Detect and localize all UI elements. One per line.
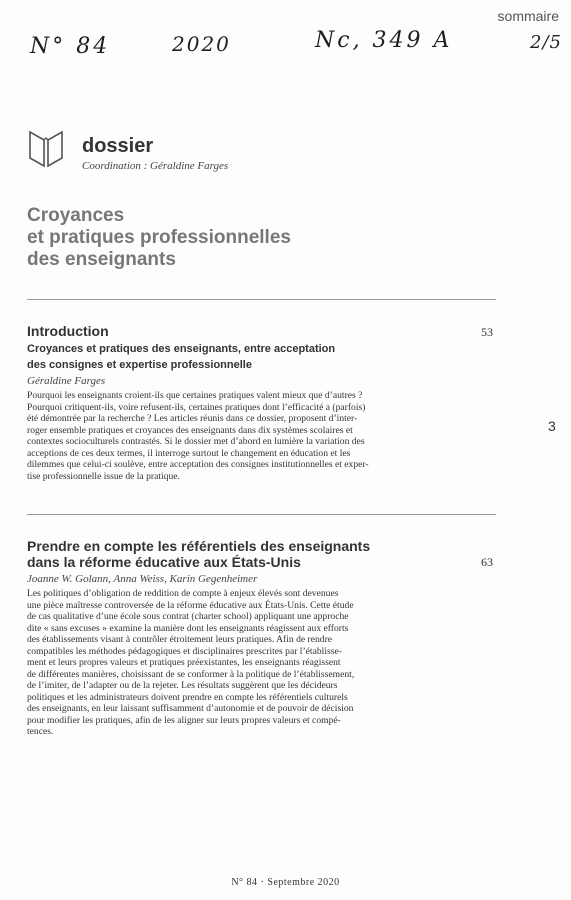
side-marker: 3 [548, 418, 556, 434]
section-label-sommaire: sommaire [497, 8, 559, 24]
abstract-line: de différentes manières, choisissant de se conformer à la politique de l’établissement, [27, 668, 355, 680]
divider [27, 299, 496, 300]
abstract-line: Pourquoi critiquent-ils, voire refusent-ils, certaines pratiques dont l’efficacité a (parfois) [27, 401, 366, 413]
abstract-line: tise professionnelle issue de la pratique. [27, 470, 180, 482]
abstract-line: roger ensemble pratiques et croyances des enseignants dans dix systèmes scolaires et [27, 424, 353, 436]
introduction-subtitle [27, 341, 387, 373]
dossier-title-line: et pratiques professionnelles [27, 227, 291, 248]
abstract-line: été démontrée par la recherche ? Les articles réunis dans ce dossier, proposent d’inter- [27, 413, 358, 424]
abstract-line: dite « sans excuses » examine la manière dont les enseignants réagissent aux efforts [27, 622, 349, 634]
article-title [27, 538, 427, 570]
divider [27, 514, 496, 515]
article-title-line: dans la réforme éducative aux États-Unis [27, 554, 301, 570]
abstract-line: tences. [27, 726, 54, 737]
abstract-line: des enseignants, en leur laissant suffisamment d’autonomie et de pouvoir de décision [27, 703, 354, 714]
abstract-line: des établissements visant à contrôler étroitement leurs pratiques. Afin de rendre [27, 634, 333, 645]
abstract-line: Les politiques d’obligation de reddition de compte à enjeux élevés sont devenues [27, 588, 339, 599]
introduction-abstract [27, 390, 422, 482]
abstract-line: politiques et les administrateurs doivent prendre en compte les référentiels culturels [27, 691, 348, 703]
handwritten-page-count: 2/5 [530, 32, 562, 53]
abstract-line: de l’imiter, de l’adapter ou de la rejeter. Les résultats suggèrent que les décideurs [27, 680, 338, 691]
page-footer: N° 84 · Septembre 2020 [231, 877, 340, 888]
handwritten-issue-number: N° 84 [30, 34, 111, 59]
introduction-subtitle-line: des consignes et expertise professionnelle [27, 359, 252, 371]
introduction-author: Géraldine Farges [27, 375, 106, 387]
dossier-title [27, 205, 427, 271]
article-abstract [27, 588, 422, 738]
abstract-line: contextes socioculturels contrastés. Si le dossier met d’abord en lumière la variation des [27, 436, 365, 447]
abstract-line: dilemmes que celui-ci soulève, entre acceptation des consignes institutionnelles et exper- [27, 459, 369, 470]
article-page-number: 63 [481, 555, 493, 569]
abstract-line: pour modifier les pratiques, afin de les aligner sur leurs propres valeurs et compé- [27, 714, 341, 726]
dossier-coordination: Coordination : Géraldine Farges [82, 160, 229, 172]
handwritten-reference: Nc, 349 A [315, 28, 453, 53]
article-title-line: Prendre en compte les référentiels des enseignants [27, 538, 371, 554]
abstract-line: de cas qualitative d’une école sous contrat (charter school) appliquant une approche [27, 611, 349, 622]
dossier-heading: dossier [82, 135, 154, 157]
abstract-line: une pièce maîtresse controversée de la réforme éducative aux États-Unis. Cette étude [27, 599, 354, 611]
introduction-page-number: 53 [481, 325, 493, 339]
abstract-line: acceptions de ces deux termes, il interroge surtout le changement en éducation et les [27, 447, 351, 459]
article-authors: Joanne W. Golann, Anna Weiss, Karin Gegenheimer [27, 573, 258, 585]
open-book-icon [28, 128, 64, 168]
dossier-title-line: Croyances [27, 205, 125, 226]
abstract-line: Pourquoi les enseignants croient-ils que certaines pratiques valent mieux que d’autres ? [27, 390, 363, 401]
introduction-subtitle-line: Croyances et pratiques des enseignants, entre acceptation [27, 343, 336, 355]
introduction-heading: Introduction [27, 323, 109, 339]
abstract-line: ment et leurs propres valeurs et pratiques préexistantes, les enseignants réagissent [27, 657, 341, 668]
abstract-line: compatibles les méthodes pédagogiques et disciplinaires prescrites par l’établisse- [27, 645, 342, 657]
dossier-title-line: des enseignants [27, 249, 176, 270]
handwritten-year: 2020 [172, 32, 231, 56]
